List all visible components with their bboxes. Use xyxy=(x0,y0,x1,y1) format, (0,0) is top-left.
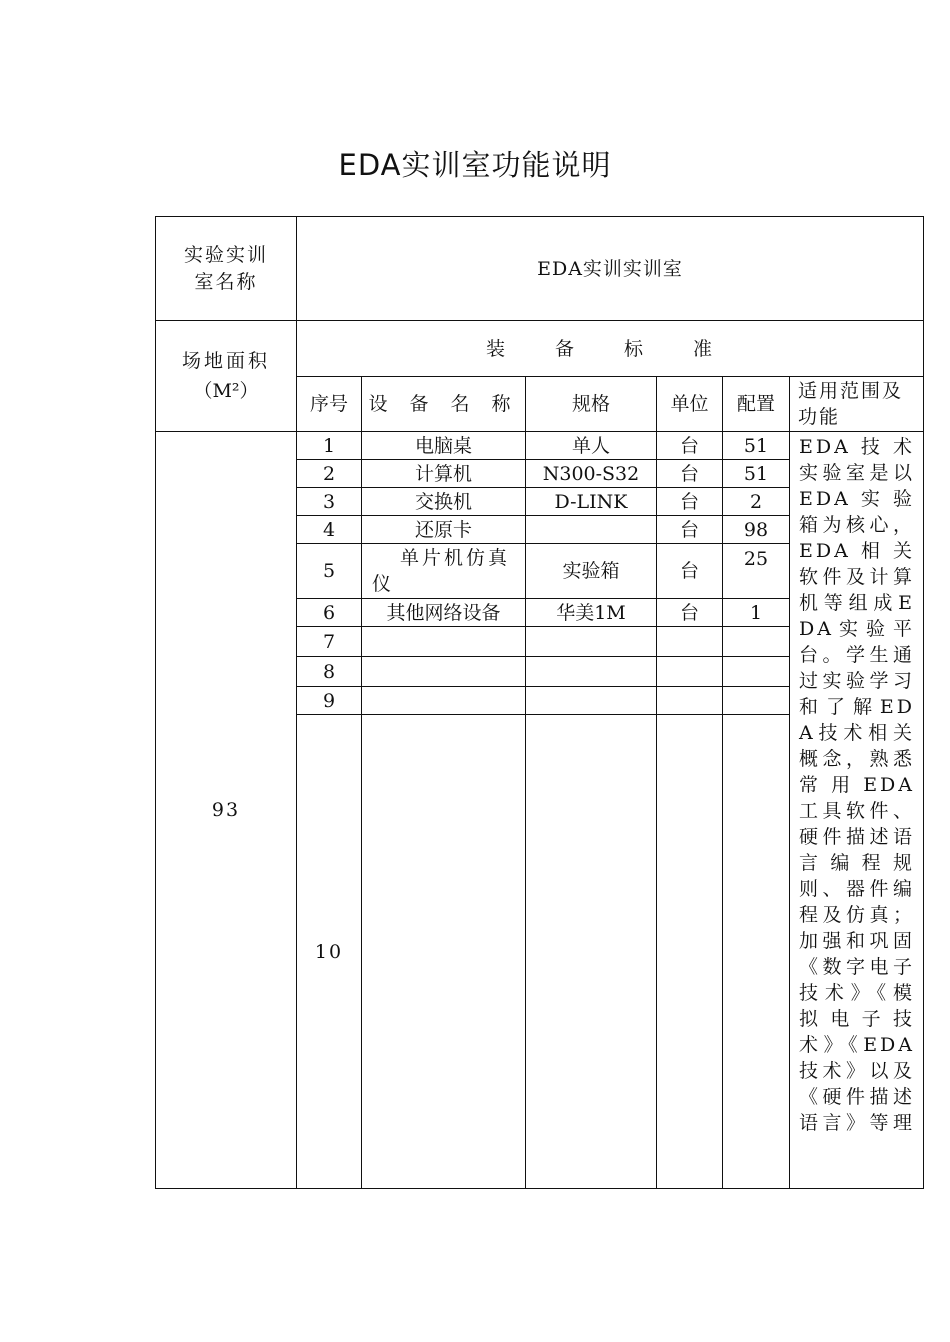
area-value: 93 xyxy=(156,432,297,1189)
row-no: 7 xyxy=(297,627,362,657)
row-spec xyxy=(526,627,657,657)
area-unit: （M²） xyxy=(193,380,259,402)
row-qty: 25 xyxy=(723,544,790,599)
row-unit: 台 xyxy=(657,544,723,599)
row-name: 交换机 xyxy=(362,488,526,516)
row-spec: D-LINK xyxy=(526,488,657,516)
row-qty: 98 xyxy=(723,516,790,544)
row-spec xyxy=(526,687,657,715)
row-name xyxy=(362,715,526,1189)
row-no: 4 xyxy=(297,516,362,544)
equip-header-row xyxy=(156,321,924,377)
row-spec: 单人 xyxy=(526,432,657,460)
row-unit xyxy=(657,687,723,715)
area-label-cell xyxy=(156,321,297,432)
row-unit xyxy=(657,627,723,657)
row-unit: 台 xyxy=(657,432,723,460)
lab-name-label: 实验实训室名称 xyxy=(156,217,297,321)
page-title: EDA实训室功能说明 xyxy=(338,148,612,182)
row-no: 9 xyxy=(297,687,362,715)
row-unit: 台 xyxy=(657,599,723,627)
col-no: 序号 xyxy=(297,377,362,432)
row-no: 3 xyxy=(297,488,362,516)
row-name: 还原卡 xyxy=(362,516,526,544)
row-spec: 华美1M xyxy=(526,599,657,627)
row-unit xyxy=(657,657,723,687)
row-unit: 台 xyxy=(657,488,723,516)
lab-name-value: EDA实训实训室 xyxy=(297,217,924,321)
row-name xyxy=(362,687,526,715)
row-spec: 实验箱 xyxy=(526,544,657,599)
row-name xyxy=(362,657,526,687)
lab-name-row xyxy=(156,217,924,321)
col-qty: 配置 xyxy=(723,377,790,432)
row-name: 计算机 xyxy=(362,460,526,488)
row-no: 10 xyxy=(297,715,362,1189)
row-no: 1 xyxy=(297,432,362,460)
row-spec xyxy=(526,516,657,544)
col-name: 设 备 名 称 xyxy=(362,377,526,432)
row-no: 5 xyxy=(297,544,362,599)
row-qty xyxy=(723,715,790,1189)
row-no: 6 xyxy=(297,599,362,627)
row-qty: 2 xyxy=(723,488,790,516)
row-unit: 台 xyxy=(657,516,723,544)
row-qty: 1 xyxy=(723,599,790,627)
row-spec xyxy=(526,657,657,687)
row-qty xyxy=(723,687,790,715)
row-qty: 51 xyxy=(723,432,790,460)
col-func: 适用范围及功能 xyxy=(790,377,924,432)
row-no: 2 xyxy=(297,460,362,488)
row-no: 8 xyxy=(297,657,362,687)
row-name: 其他网络设备 xyxy=(362,599,526,627)
function-description: EDA技术实验室是以EDA实验箱为核心，EDA相关软件及计算机等组成EDA实验平台。学生通过实验学习和了解EDA技术相关概念，熟悉常用EDA工具软件、硬件描述语言编程规则、器件编程及仿真；加强和巩固《数字电子技术》《模拟电子技术》《EDA技术》以及《硬件描述语言》等理 xyxy=(790,432,924,1189)
lab-info-table xyxy=(155,216,924,1189)
row-name: 单片机仿真仪 xyxy=(362,544,526,599)
row-unit: 台 xyxy=(657,460,723,488)
table-row xyxy=(156,432,924,460)
row-name: 电脑桌 xyxy=(362,432,526,460)
area-label: 场地面积 xyxy=(181,350,270,372)
row-name xyxy=(362,627,526,657)
equip-header: 装 备 标 准 xyxy=(297,321,924,377)
col-unit: 单位 xyxy=(657,377,723,432)
row-qty: 51 xyxy=(723,460,790,488)
col-spec: 规格 xyxy=(526,377,657,432)
row-qty xyxy=(723,657,790,687)
row-spec: N300-S32 xyxy=(526,460,657,488)
row-qty xyxy=(723,627,790,657)
row-unit xyxy=(657,715,723,1189)
row-spec xyxy=(526,715,657,1189)
